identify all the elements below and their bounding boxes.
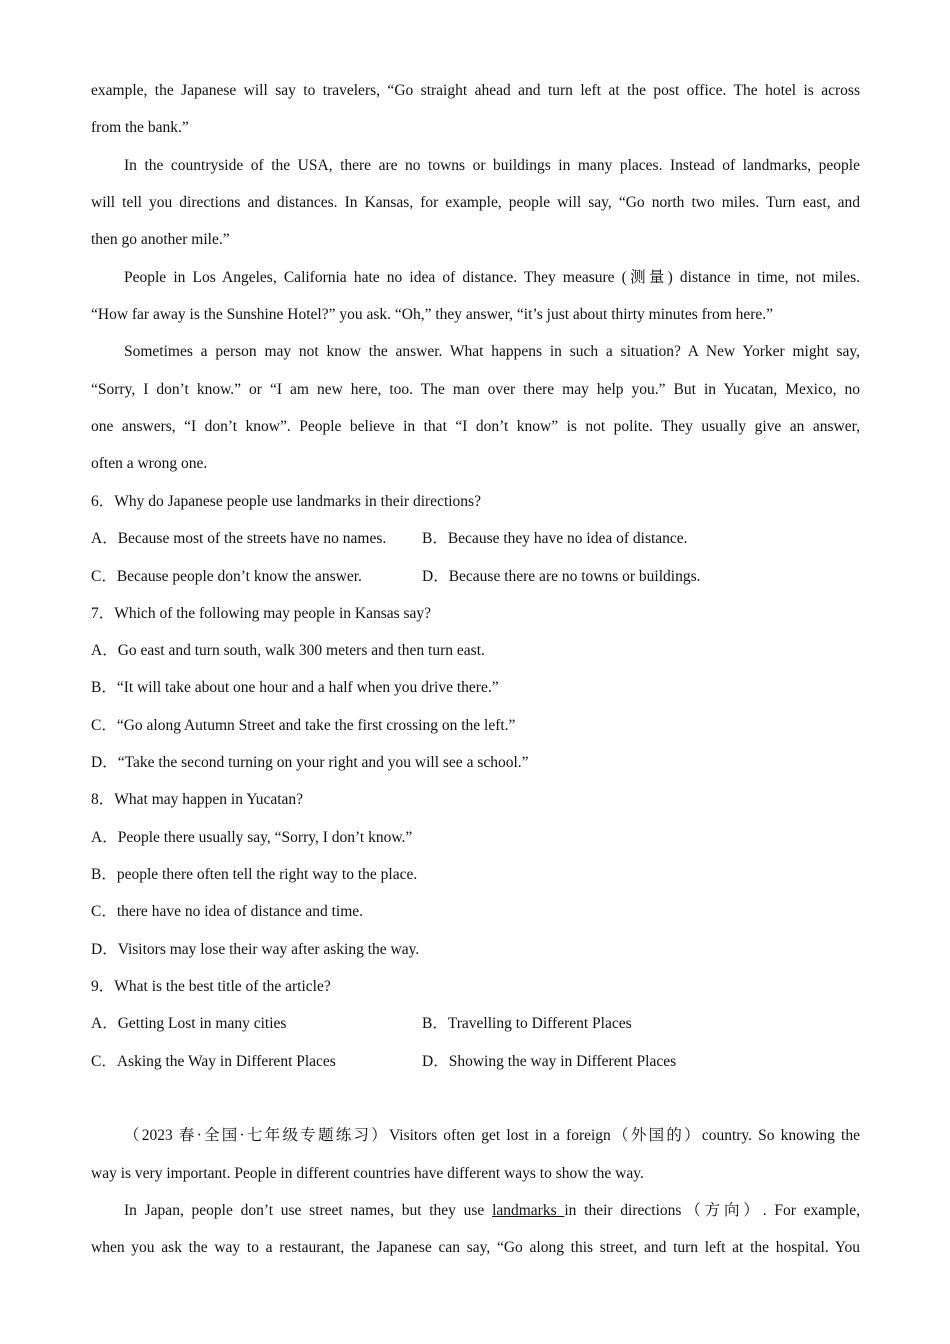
question-9-option-b: B．Travelling to Different Places bbox=[422, 1015, 632, 1032]
question-8-stem: 8．What may happen in Yucatan? bbox=[91, 791, 304, 808]
question-9-option-c: C．Asking the Way in Different Places bbox=[91, 1053, 336, 1070]
passage2-line-4: when you ask the way to a restaurant, the Japanese can say, “Go along this street, and turn left at the hospital. You bbox=[91, 1239, 860, 1256]
passage2-line-3 bbox=[124, 1201, 860, 1221]
question-6-stem: 6．Why do Japanese people use landmarks in their directions? bbox=[91, 493, 481, 510]
question-6-option-d: D．Because there are no towns or buildings. bbox=[422, 568, 701, 585]
passage2-line-3-end: in their directions（方向）. For example, bbox=[564, 1202, 860, 1219]
passage1-line-7: “How far away is the Sunshine Hotel?” you ask. “Oh,” they answer, “it’s just about thirty minutes from here.” bbox=[91, 306, 774, 323]
passage1-line-6: People in Los Angeles, California hate no idea of distance. They measure (测量) distance in time, not miles. bbox=[124, 269, 860, 286]
underlined-word-landmarks: landmarks bbox=[492, 1202, 565, 1219]
passage1-line-1: example, the Japanese will say to travelers, “Go straight ahead and turn left at the post office. The hotel is across bbox=[91, 82, 860, 99]
question-6-option-a: A．Because most of the streets have no names. bbox=[91, 530, 387, 547]
question-8-option-d: D．Visitors may lose their way after asking the way. bbox=[91, 941, 420, 958]
passage1-line-4: will tell you directions and distances. In Kansas, for example, people will say, “Go north two miles. Turn east, and bbox=[91, 194, 860, 211]
passage1-line-2: from the bank.” bbox=[91, 119, 189, 136]
passage1-line-8: Sometimes a person may not know the answer. What happens in such a situation? A New Yorker might say, bbox=[124, 343, 860, 360]
question-7-option-b: B．“It will take about one hour and a half when you drive there.” bbox=[91, 679, 499, 696]
question-7-option-d: D．“Take the second turning on your right and you will see a school.” bbox=[91, 754, 529, 771]
passage1-line-9: “Sorry, I don’t know.” or “I am new here, too. The man over there may help you.” But in Yucatan, Mexico, no bbox=[91, 381, 860, 398]
question-8-option-c: C．there have no idea of distance and time. bbox=[91, 903, 364, 920]
passage1-line-11: often a wrong one. bbox=[91, 455, 208, 472]
question-9-stem: 9．What is the best title of the article? bbox=[91, 978, 331, 995]
passage2-line-1: （2023 春·全国·七年级专题练习）Visitors often get lost in a foreign（外国的）country. So knowing the bbox=[124, 1127, 860, 1144]
question-7-option-a: A．Go east and turn south, walk 300 meters and then turn east. bbox=[91, 642, 485, 659]
question-8-option-b: B．people there often tell the right way to the place. bbox=[91, 866, 418, 883]
passage1-line-3: In the countryside of the USA, there are no towns or buildings in many places. Instead of landmarks, people bbox=[124, 157, 860, 174]
passage2-line-2: way is very important. People in different countries have different ways to show the way. bbox=[91, 1165, 644, 1182]
question-9-option-a: A．Getting Lost in many cities bbox=[91, 1015, 287, 1032]
question-6-option-c: C．Because people don’t know the answer. bbox=[91, 568, 362, 585]
question-7-option-c: C．“Go along Autumn Street and take the first crossing on the left.” bbox=[91, 717, 516, 734]
question-6-option-b: B．Because they have no idea of distance. bbox=[422, 530, 688, 547]
question-8-option-a: A．People there usually say, “Sorry, I don’t know.” bbox=[91, 829, 413, 846]
question-9-option-d: D．Showing the way in Different Places bbox=[422, 1053, 677, 1070]
passage2-line-3-start: In Japan, people don’t use street names, but they use bbox=[124, 1202, 493, 1219]
passage1-line-10: one answers, “I don’t know”. People believe in that “I don’t know” is not polite. They usually give an answer, bbox=[91, 418, 860, 435]
question-7-stem: 7．Which of the following may people in Kansas say? bbox=[91, 605, 432, 622]
passage1-line-5: then go another mile.” bbox=[91, 231, 230, 248]
